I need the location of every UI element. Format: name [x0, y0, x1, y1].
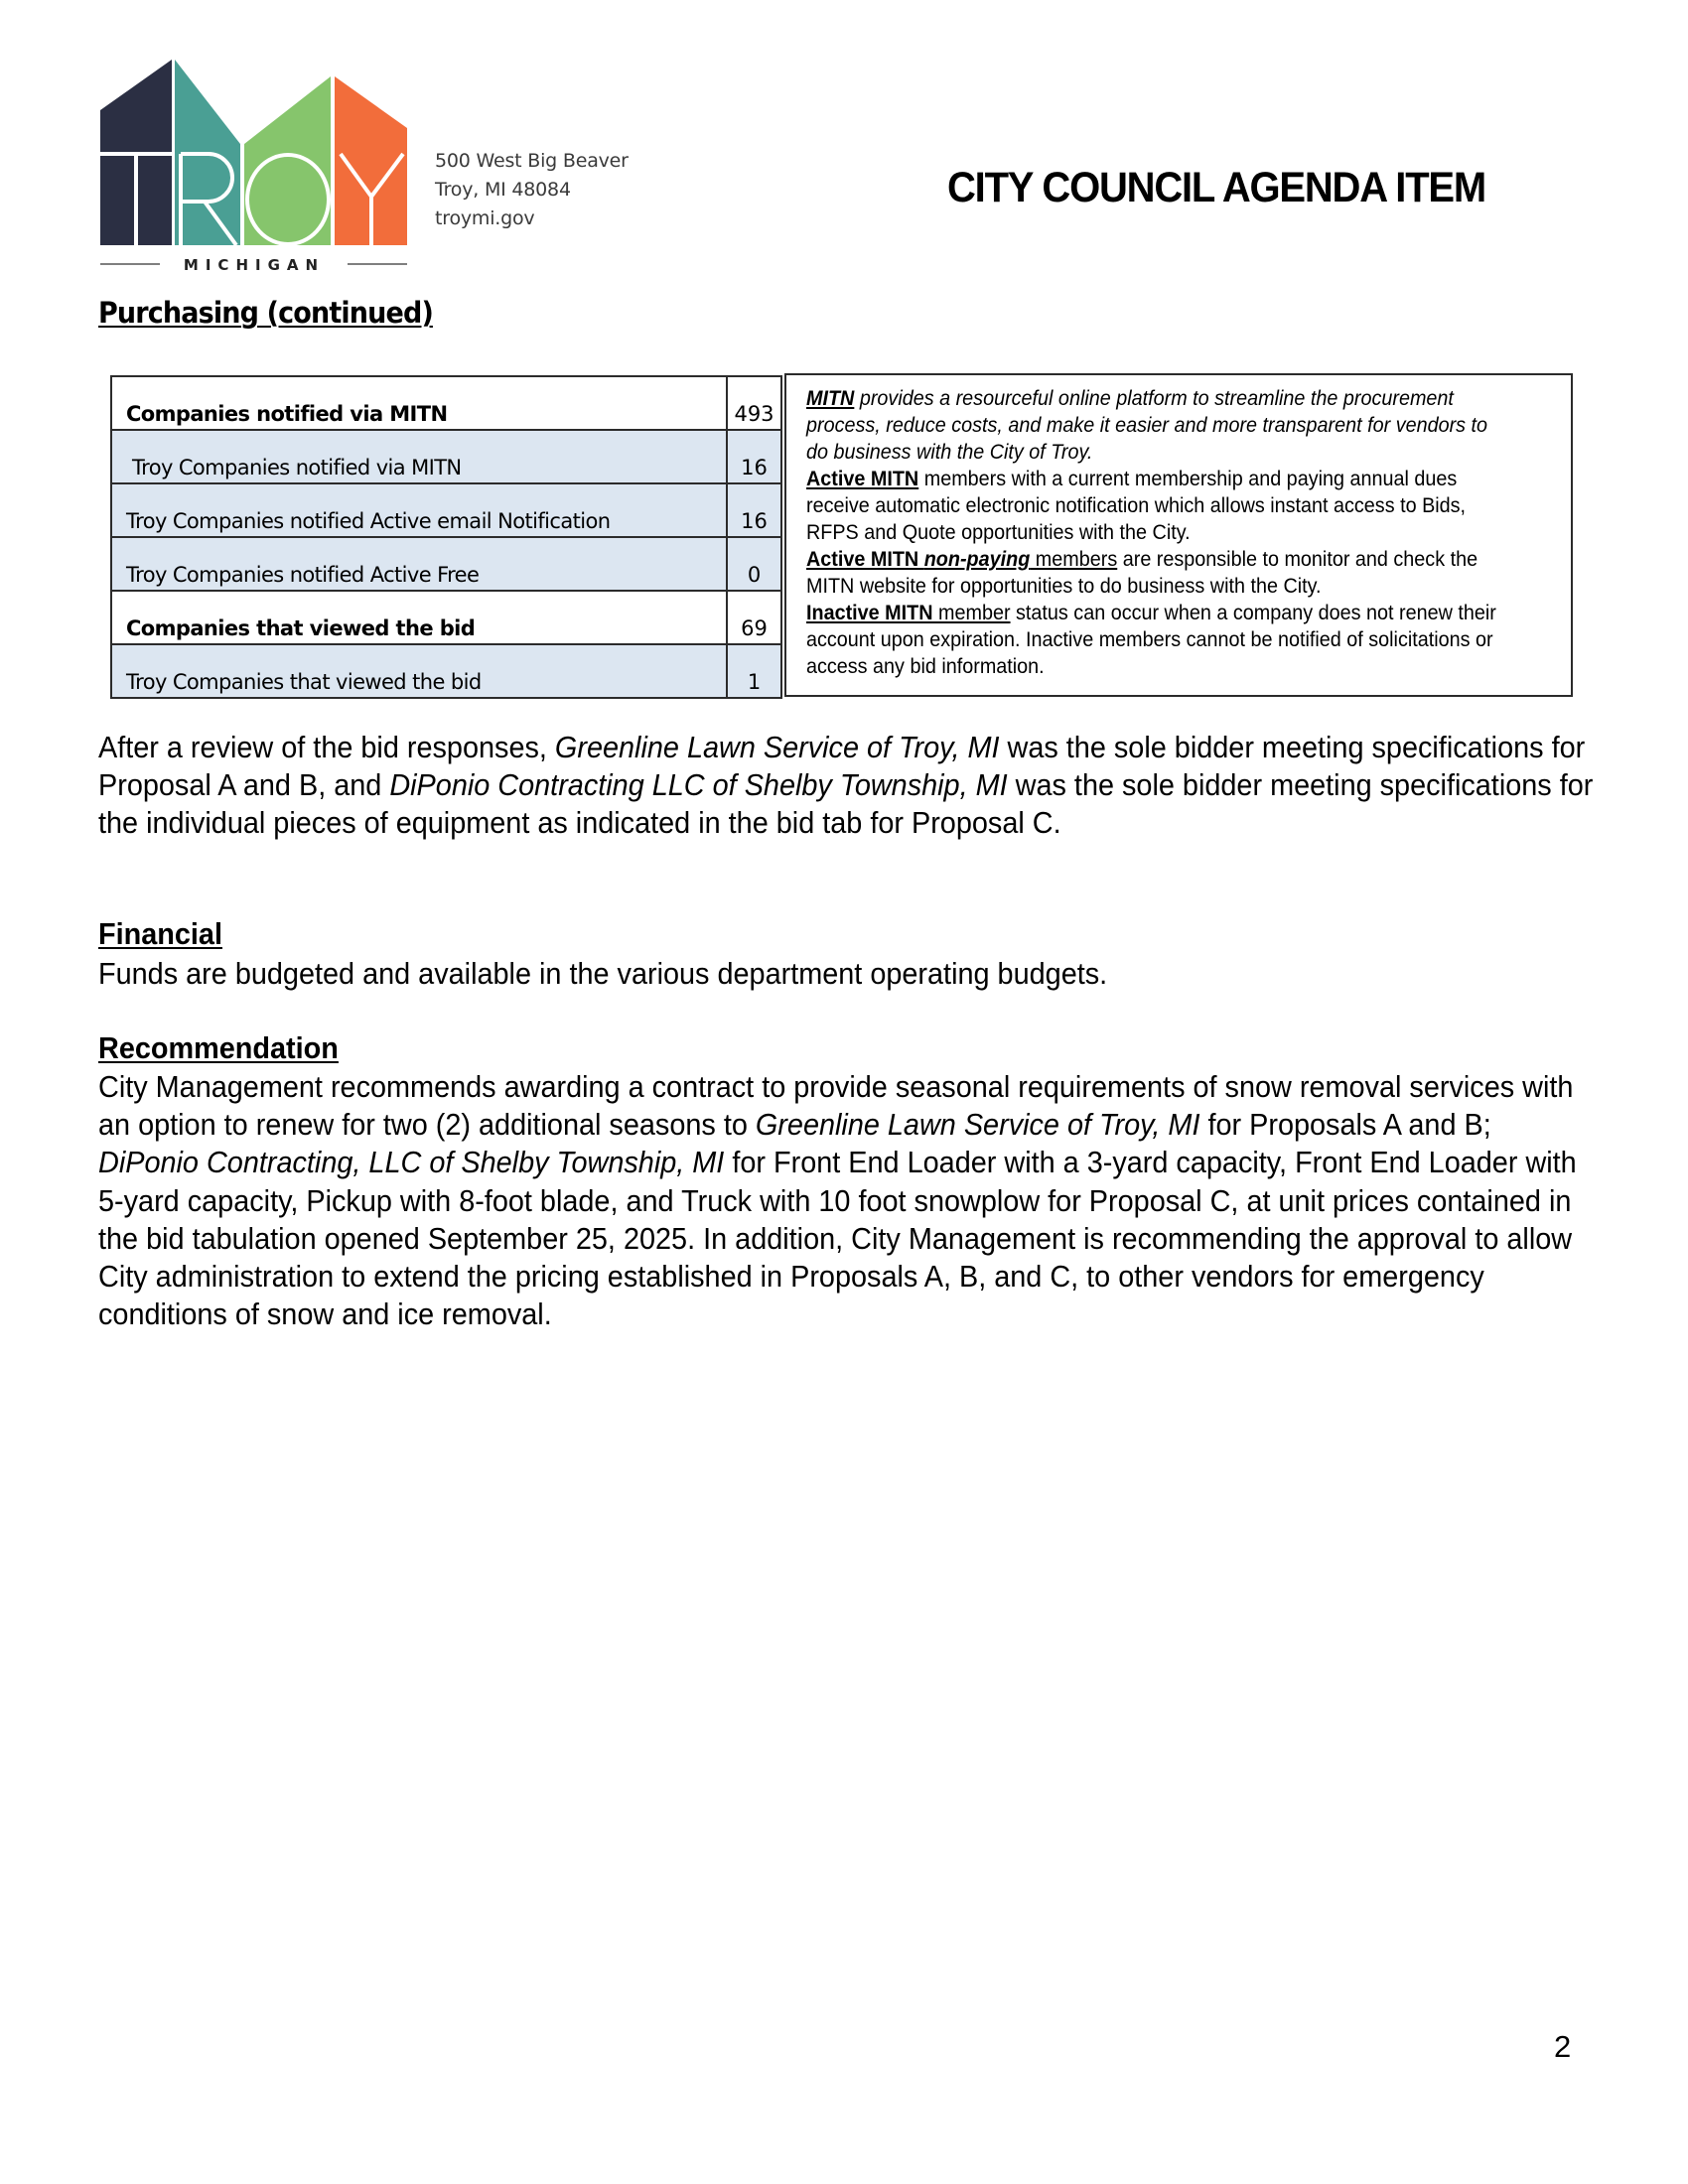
address-city: Troy, MI 48084	[435, 179, 571, 201]
bid-review-paragraph	[98, 729, 1595, 843]
financial-heading: Financial	[98, 916, 222, 951]
stats-row	[111, 644, 781, 698]
term-non-paying: non-paying	[923, 547, 1031, 571]
troy-logo	[97, 56, 411, 270]
purchasing-heading: Purchasing (continued)	[98, 296, 433, 330]
info-active-mitn-text: members with a current membership and paying annual dues receive automatic electronic notification which allows instant access to Bids, RFPS and Quote opportunities with the City.	[806, 467, 1467, 544]
financial-paragraph	[98, 955, 1595, 993]
stats-label: Troy Companies notified via MITN	[111, 430, 727, 483]
info-inactive	[806, 600, 1500, 680]
stats-label: Troy Companies notified Active email Notification	[111, 483, 727, 537]
recommendation-heading: Recommendation	[98, 1030, 339, 1065]
stats-value: 16	[727, 483, 781, 537]
recommend-text-1: City Management recommends awarding a contract to provide seasonal requirements of snow removal services with an option to renew for two (2) additional seasons to	[98, 1069, 1574, 1143]
mitn-info-box	[784, 373, 1573, 697]
recommend-text-2: for Proposals A and B;	[1199, 1107, 1491, 1143]
recommend-text-3: for Front End Loader with a 3-yard capacity, Front End Loader with 5-yard capacity, Pickup with 8-foot blade, and Truck with 10 foot snowplow for Proposal C, at unit prices contained in the bid tabulation opened September 25, 2025. In addition, City Management is recommending the approval to allow City administration to extend the pricing established in Proposals A, B, and C, to other vendors for emergency conditions of snow and ice removal.	[98, 1145, 1577, 1332]
stats-row	[111, 591, 781, 644]
term-mitn: MITN	[806, 386, 855, 410]
review-text-3: was the sole bidder meeting specifications for the individual pieces of equipment as indicated in the bid tab for Proposal C.	[98, 767, 1594, 841]
troy-logo-graphic	[97, 56, 411, 270]
info-active-mitn	[806, 466, 1500, 546]
stats-value: 0	[727, 537, 781, 591]
stats-label: Companies that viewed the bid	[111, 591, 727, 644]
logo-subtitle: MICHIGAN	[183, 256, 326, 270]
info-mitn	[806, 385, 1500, 466]
stats-row	[111, 483, 781, 537]
document-title: CITY COUNCIL AGENDA ITEM	[947, 164, 1485, 211]
term-active-mitn: Active MITN	[806, 467, 919, 490]
stats-value: 1	[727, 644, 781, 698]
recommendation-paragraph	[98, 1068, 1595, 1333]
logo-green-panel	[244, 76, 331, 245]
address-website: troymi.gov	[435, 207, 535, 229]
review-text-2: was the sole bidder meeting specifications for Proposal A and B, and	[98, 730, 1586, 803]
term-inactive-mitn: Inactive MITN	[806, 601, 933, 624]
vendor-greenline: Greenline Lawn Service of Troy, MI	[755, 1107, 1200, 1143]
address-street: 500 West Big Beaver	[435, 150, 629, 172]
term-member: member	[932, 601, 1011, 624]
vendor-diponio: DiPonio Contracting, LLC of Shelby Township, MI	[98, 1145, 725, 1180]
info-inactive-text: status can occur when a company does not renew their account upon expiration. Inactive members cannot be notified of solicitations or access any bid information.	[806, 601, 1496, 678]
stats-row	[111, 376, 781, 430]
stats-value: 493	[727, 376, 781, 430]
stats-value: 16	[727, 430, 781, 483]
stats-row	[111, 430, 781, 483]
stats-label: Troy Companies that viewed the bid	[111, 644, 727, 698]
info-mitn-text: provides a resourceful online platform to streamline the procurement process, reduce costs, and make it easier and more transparent for vendors to do business with the City of Troy.	[806, 386, 1488, 464]
term-active-mitn-prefix: Active MITN	[806, 547, 924, 571]
vendor-diponio: DiPonio Contracting LLC of Shelby Township, MI	[389, 767, 1008, 803]
vendor-greenline: Greenline Lawn Service of Troy, MI	[554, 730, 1000, 764]
mitn-stats-table	[110, 375, 782, 699]
term-members: members	[1030, 547, 1118, 571]
info-non-paying	[806, 546, 1500, 600]
stats-label: Companies notified via MITN	[111, 376, 727, 430]
page-number: 2	[1554, 2029, 1572, 2064]
city-address	[435, 147, 629, 233]
info-non-paying-text: are responsible to monitor and check the MITN website for opportunities to do business with the City.	[806, 547, 1478, 598]
review-text-1: After a review of the bid responses,	[98, 730, 555, 764]
stats-row	[111, 537, 781, 591]
stats-value: 69	[727, 591, 781, 644]
financial-text: Funds are budgeted and available in the various department operating budgets.	[98, 956, 1108, 991]
stats-label: Troy Companies notified Active Free	[111, 537, 727, 591]
